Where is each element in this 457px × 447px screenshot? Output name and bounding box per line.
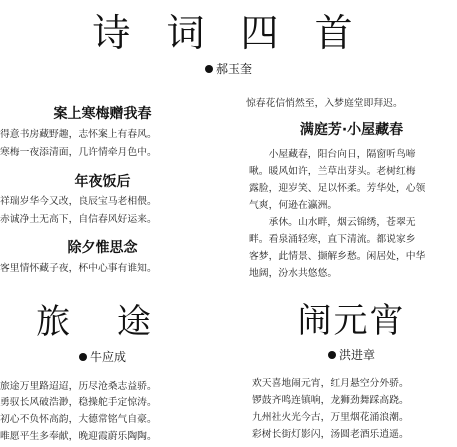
- page-title: 诗 词 四 首: [92, 11, 365, 55]
- poem4-line-6: 畔。看泉涌轻寒，直下清流。都说家乡: [249, 234, 416, 245]
- poem1-title: 案上寒梅赠我春: [53, 106, 152, 122]
- poem2-title: 年夜饭后: [74, 174, 131, 190]
- poem3-title: 除夕惟思念: [67, 240, 138, 256]
- poem1-line-1: 得意书房藏野趣，志怀案上有春风。: [0, 129, 157, 140]
- travel-line-3: 初心不负怀高韵，大德常铭气自豪。: [0, 414, 157, 425]
- poem4-intro-line: 惊春花信悄然至，入梦庭堂即拜迟。: [246, 98, 403, 109]
- poem4-line-5: 承休。山水畔，烟云锦绣，苍翠无: [249, 217, 416, 228]
- poem4-title: 满庭芳·小屋藏春: [299, 122, 404, 138]
- lantern-line-4: 彩树长街灯影闪，汤圆老酒乐逍遥。: [252, 429, 409, 440]
- travel-author-name: 牛应成: [89, 350, 126, 364]
- lantern-author: [246, 346, 457, 363]
- poem4-line-1: 小屋藏春，阳台向日，隔窗听鸟啼: [249, 149, 416, 160]
- poem4-line-8: 地阔，汾水共悠悠。: [249, 268, 338, 279]
- main-author-name: 郝玉奎: [215, 62, 252, 76]
- poem4-line-3: 露脸，迎岁笑、足以怀柔。芳华处，心领: [249, 183, 426, 194]
- poem1-line-2: 寒梅一夜添清面，几许情牵月色中。: [0, 147, 157, 158]
- main-author: [0, 60, 457, 77]
- poem2-line-1: 祥瑞岁华今又改，良辰宝马老相偎。: [0, 196, 157, 207]
- lantern-author-name: 洪进章: [338, 348, 375, 362]
- poem4-line-4: 气爽，何逊在瀛洲。: [249, 200, 338, 211]
- poem4-line-2: 啾。暖风如许，兰草出芽头。老树红梅: [249, 166, 416, 177]
- bullet-icon: [328, 351, 336, 359]
- lantern-title: 闹元宵: [297, 301, 406, 341]
- poem4-line-7: 客梦，此情景、撷解乡愁。闲居处，中华: [249, 251, 426, 262]
- lantern-line-1: 欢天喜地闹元宵，红月悬空分外骄。: [252, 378, 409, 389]
- travel-author: [0, 348, 205, 365]
- travel-line-1: 旅途万里路迢迢，历尽沧桑志益骄。: [0, 381, 157, 392]
- travel-title: 旅 途: [36, 302, 169, 342]
- bullet-icon: [79, 353, 87, 361]
- poem3-line-1: 客里情怀藏子夜，杯中心事有谁知。: [0, 263, 157, 274]
- travel-line-4: 唯愿平生多奉献，晚迎霞蔚乐陶陶。: [0, 431, 157, 442]
- lantern-line-2: 锣鼓齐鸣连镇响，龙狮劲舞踩高跷。: [252, 395, 409, 406]
- poem2-line-2: 赤诚净土无高下，自信春风好运来。: [0, 214, 157, 225]
- travel-line-2: 勇驭长风破浩渺，稳操舵手定惊涛。: [0, 397, 157, 408]
- lantern-line-3: 九州社火光今古，万里烟花涌浪潮。: [252, 412, 409, 423]
- bullet-icon: [205, 65, 213, 73]
